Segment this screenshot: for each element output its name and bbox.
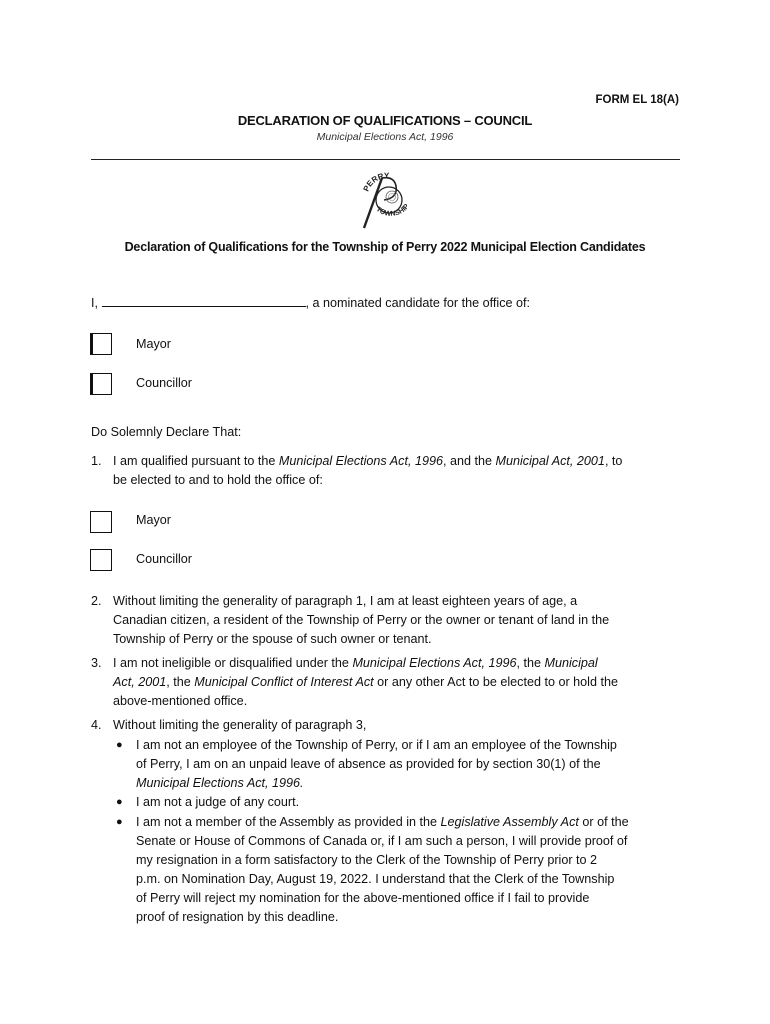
item-1-act2: Municipal Act, 2001 (495, 454, 605, 468)
item-1-line2: be elected to and to hold the office of: (113, 473, 323, 487)
item-4-b1-line3: Municipal Elections Act, 1996. (136, 776, 304, 790)
item-4-bullet-2: I am not a judge of any court. (136, 795, 300, 809)
qualified-mayor-checkbox[interactable] (90, 511, 112, 533)
item-1-text (113, 452, 693, 490)
bullet-icon: ● (116, 796, 123, 808)
intro-prefix: I, (91, 296, 98, 310)
item-1-text-a: I am qualified pursuant to the (113, 454, 279, 468)
item-3-act1: Municipal Elections Act, 1996 (352, 656, 517, 670)
item-3-act3: Municipal Conflict of Interest Act (194, 675, 374, 689)
candidate-name-field[interactable] (102, 294, 306, 307)
item-4-b3-line5: of Perry will reject my nomination for the above-mentioned office if I fail to provide (136, 891, 590, 905)
qualified-councillor-label: Councillor (136, 552, 192, 566)
item-2-text (113, 592, 693, 649)
qualified-councillor-checkbox[interactable] (90, 549, 112, 571)
item-2-line3: Township of Perry or the spouse of such owner or tenant. (113, 632, 432, 646)
item-4-bullet-3 (136, 813, 696, 927)
bullet-icon: ● (116, 739, 123, 751)
form-number: FORM EL 18(A) (595, 94, 679, 106)
intro-line (91, 294, 530, 313)
item-3-text-a: I am not ineligible or disqualified under the (113, 656, 353, 670)
item-4-b1-line2: of Perry, I am on an unpaid leave of absence as provided for by section 30(1) of the (136, 757, 601, 771)
item-1-act1: Municipal Elections Act, 1996 (278, 454, 443, 468)
item-4-b3-text-a: I am not a member of the Assembly as provided in the (136, 815, 441, 829)
item-4-b3-line2: Senate or House of Commons of Canada or, if I am such a person, I will provide proof of (136, 834, 628, 848)
item-2-number: 2. (91, 594, 102, 608)
item-4-intro: Without limiting the generality of paragraph 3, (113, 718, 367, 732)
item-2-line2: Canadian citizen, a resident of the Township of Perry or the owner or tenant of land in the (113, 613, 610, 627)
document-title: DECLARATION OF QUALIFICATIONS – COUNCIL (237, 113, 533, 128)
item-3-text-b: , the (516, 656, 545, 670)
office-councillor-checkbox[interactable] (90, 373, 112, 395)
logo-bottom-text: TOWNSHIP (374, 203, 411, 219)
intro-suffix: , a nominated candidate for the office of: (305, 296, 531, 310)
item-4-number: 4. (91, 718, 102, 732)
item-3-text (113, 654, 693, 711)
qualified-mayor-label: Mayor (136, 513, 171, 527)
item-3-text-d: or any other Act to be elected to or hold the (373, 675, 618, 689)
logo-top-text: PERRY (361, 171, 390, 193)
item-3-line3: above-mentioned office. (113, 694, 248, 708)
item-4-b3-act: Legislative Assembly Act (440, 815, 579, 829)
declare-line: Do Solemnly Declare That: (91, 425, 242, 439)
item-1-text-c: , to (604, 454, 623, 468)
bullet-icon: ● (116, 816, 123, 828)
item-1-text-b: , and the (442, 454, 496, 468)
item-3-act2b: Act, 2001 (113, 675, 167, 689)
office-councillor-label: Councillor (136, 376, 192, 390)
item-4-b3-line4: p.m. on Nomination Day, August 19, 2022. I understand that the Clerk of the Township (136, 872, 615, 886)
item-4-bullet-1 (136, 736, 696, 793)
item-3-number: 3. (91, 656, 102, 670)
item-4-b3-text-b: or of the (578, 815, 629, 829)
item-4-b1-line1: I am not an employee of the Township of Perry, or if I am an employee of the Township (136, 738, 617, 752)
item-1-number: 1. (91, 454, 102, 468)
item-3-text-c: , the (166, 675, 195, 689)
perry-township-logo (354, 170, 420, 230)
page-heading: Declaration of Qualifications for the Township of Perry 2022 Municipal Election Candidates (124, 240, 646, 254)
office-mayor-checkbox[interactable] (90, 333, 112, 355)
document-subtitle: Municipal Elections Act, 1996 (316, 131, 454, 143)
item-3-act2a: Municipal (544, 656, 598, 670)
item-4-b3-line3: my resignation in a form satisfactory to the Clerk of the Township of Perry prior to 2 (136, 853, 598, 867)
header-divider (91, 159, 680, 160)
item-4-b3-line6: proof of resignation by this deadline. (136, 910, 339, 924)
item-2-line1: Without limiting the generality of paragraph 1, I am at least eighteen years of age, a (113, 594, 578, 608)
office-mayor-label: Mayor (136, 337, 171, 351)
